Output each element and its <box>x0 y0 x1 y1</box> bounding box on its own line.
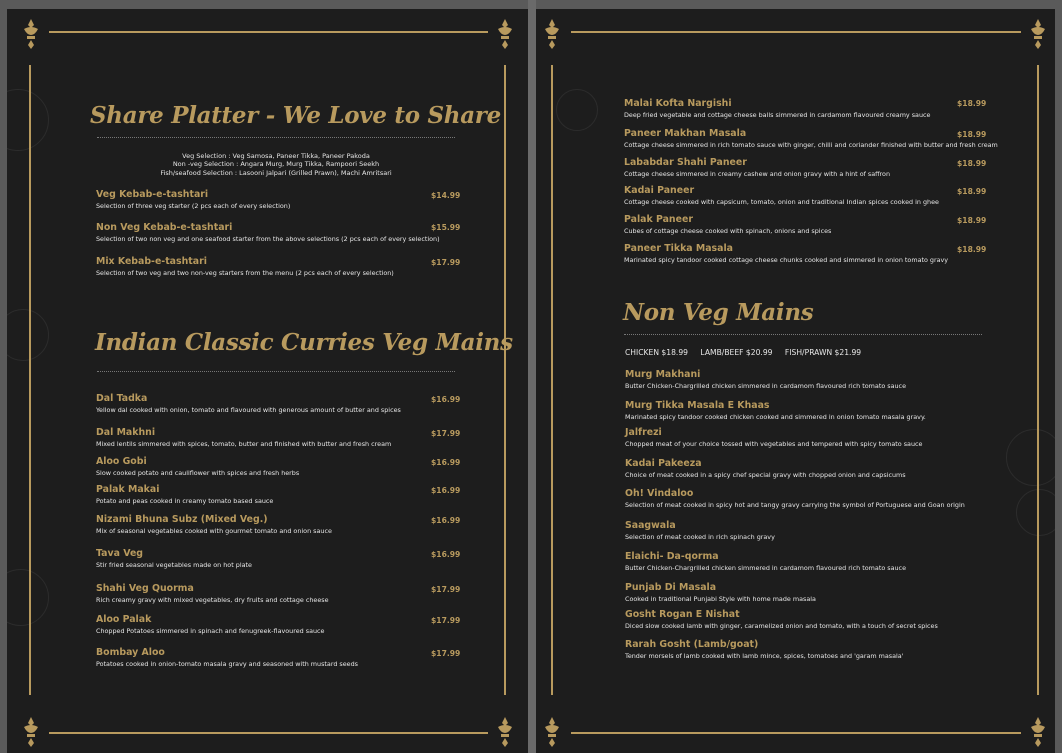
item-desc: Potatoes cooked in onion-tomato masala gravy and seasoned with mustard seeds <box>96 660 358 668</box>
item-price: $15.99 <box>431 223 461 232</box>
menu-item <box>96 583 329 604</box>
menu-item <box>96 189 290 210</box>
frame-line-right <box>504 65 506 695</box>
frame-line-top <box>49 31 488 33</box>
item-name: Rarah Gosht (Lamb/goat) <box>625 639 759 650</box>
item-desc: Rich creamy gravy with mixed vegetables, dry fruits and cottage cheese <box>96 596 329 604</box>
menu-item <box>625 609 938 630</box>
item-name: Palak Paneer <box>624 214 693 225</box>
menu-item <box>96 456 299 477</box>
menu-item <box>625 458 906 479</box>
item-name: Tava Veg <box>96 548 144 559</box>
menu-item <box>624 128 998 149</box>
item-desc: Choice of meat cooked in a spicy chef special gravy with chopped onion and capsicums <box>625 471 906 479</box>
item-name: Saagwala <box>625 520 676 531</box>
item-name: Dal Makhni <box>96 427 156 438</box>
frame-line-right <box>1037 65 1039 695</box>
fleur-ornament-icon <box>496 19 514 49</box>
item-desc: Mix of seasonal vegetables cooked with gourmet tomato and onion sauce <box>96 527 332 535</box>
item-name: Murg Tikka Masala E Khaas <box>625 400 770 411</box>
item-desc: Selection of two veg and two non-veg starters from the menu (2 pcs each of every selection) <box>96 269 394 277</box>
item-desc: Cottage cheese cooked with capsicum, tomato, onion and traditional Indian spices cooked in ghee <box>624 198 939 206</box>
item-price: $18.99 <box>957 245 987 254</box>
item-price: $17.99 <box>431 258 461 267</box>
section-title-veg-mains: Indian Classic Curries Veg Mains <box>95 329 513 356</box>
menu-item <box>625 551 906 572</box>
item-desc: Selection of three veg starter (2 pcs each of every selection) <box>96 202 291 210</box>
item-desc: Chopped meat of your choice tossed with vegetables and tempered with spicy tomato sauce <box>625 440 923 448</box>
item-desc: Butter Chicken-Chargrilled chicken simmered in cardamom flavoured rich tomato sauce <box>625 564 907 572</box>
menu-item <box>624 185 939 206</box>
menu-item <box>96 548 252 569</box>
item-desc: Cottage cheese simmered in creamy cashew and onion gravy with a hint of saffron <box>624 170 890 178</box>
item-desc: Cooked in traditional Punjabi Style with home made masala <box>625 595 816 603</box>
item-name: Lababdar Shahi Paneer <box>624 157 747 168</box>
item-price: $16.99 <box>431 550 461 559</box>
selection-seafood: Fish/seafood Selection : Lasooni Jalpari (Grilled Prawn), Machi Amritsari <box>160 168 392 177</box>
fleur-ornament-icon <box>543 19 561 49</box>
menu-item <box>96 647 358 668</box>
menu-item <box>624 157 890 178</box>
item-name: Kadai Pakeeza <box>625 458 702 469</box>
item-name: Dal Tadka <box>96 393 148 404</box>
item-name: Palak Makai <box>96 484 160 495</box>
background-sketch <box>1016 489 1055 536</box>
item-price: $18.99 <box>957 99 987 108</box>
title-divider <box>624 334 982 335</box>
fleur-ornament-icon <box>496 717 514 747</box>
background-sketch <box>7 309 49 361</box>
fleur-ornament-icon <box>1029 19 1047 49</box>
item-price: $18.99 <box>957 216 987 225</box>
item-price: $16.99 <box>431 395 461 404</box>
item-desc: Marinated spicy tandoor cooked chicken cooked and simmered in onion tomato masala gravy. <box>625 413 926 421</box>
menu-item <box>625 369 906 390</box>
meat-price-bar <box>625 348 871 357</box>
item-name: Elaichi- Da-qorma <box>625 551 719 562</box>
menu-item <box>625 582 816 603</box>
frame-line-top <box>571 31 1021 33</box>
item-desc: Potato and peas cooked in creamy tomato based sauce <box>96 497 274 505</box>
item-name: Gosht Rogan E Nishat <box>625 609 740 620</box>
item-name: Punjab Di Masala <box>625 582 717 593</box>
item-price: $18.99 <box>957 159 987 168</box>
item-name: Nizami Bhuna Subz (Mixed Veg.) <box>96 514 268 525</box>
fleur-ornament-icon <box>22 717 40 747</box>
menu-item <box>96 393 401 414</box>
fleur-ornament-icon <box>22 19 40 49</box>
item-price: $16.99 <box>431 458 461 467</box>
title-divider <box>97 371 455 372</box>
menu-item <box>96 222 440 243</box>
item-desc: Cubes of cottage cheese cooked with spinach, onions and spices <box>624 227 832 235</box>
item-desc: Diced slow cooked lamb with ginger, caramelized onion and tomato, with a touch of secret spices <box>625 622 938 630</box>
fleur-ornament-icon <box>1029 717 1047 747</box>
item-desc: Selection of two non veg and one seafood starter from the above selections (2 pcs each of every selection) <box>96 235 440 243</box>
item-name: Kadai Paneer <box>624 185 695 196</box>
item-desc: Marinated spicy tandoor cooked cottage cheese chunks cooked and simmered in onion tomato gravy <box>624 256 949 264</box>
item-desc: Tender morsels of lamb cooked with lamb mince, spices, tomatoes and 'garam masala' <box>625 652 904 660</box>
item-desc: Butter Chicken-Chargrilled chicken simmered in cardamom flavoured rich tomato sauce <box>625 382 907 390</box>
item-price: $16.99 <box>431 486 461 495</box>
item-price: $17.99 <box>431 649 461 658</box>
menu-item <box>96 256 394 277</box>
title-divider <box>97 137 455 138</box>
menu-item <box>625 427 922 448</box>
item-name: Bombay Aloo <box>96 647 165 658</box>
section-title-share-platter: Share Platter - We Love to Share <box>90 102 501 129</box>
frame-line-bottom <box>49 732 488 734</box>
background-sketch <box>7 89 49 151</box>
menu-item <box>96 484 273 505</box>
item-desc: Chopped Potatoes simmered in spinach and fenugreek-flavoured sauce <box>96 627 325 635</box>
item-price: $17.99 <box>431 585 461 594</box>
platter-selections <box>97 152 455 177</box>
background-sketch <box>556 89 598 131</box>
item-price: $14.99 <box>431 191 461 200</box>
item-desc: Cottage cheese simmered in rich tomato sauce with ginger, chilli and coriander finished with butter and fresh cream <box>624 141 998 149</box>
menu-item <box>96 614 324 635</box>
menu-item <box>624 214 831 235</box>
menu-item <box>624 98 930 119</box>
menu-page-left <box>7 9 528 753</box>
menu-page-right <box>536 9 1055 753</box>
item-price: $17.99 <box>431 429 461 438</box>
price-fish-prawn: FISH/PRAWN $21.99 <box>784 348 862 357</box>
item-price: $16.99 <box>431 516 461 525</box>
item-price: $18.99 <box>957 130 987 139</box>
item-desc: Stir fried seasonal vegetables made on hot plate <box>96 561 252 569</box>
item-name: Paneer Makhan Masala <box>624 128 747 139</box>
item-price: $17.99 <box>431 616 461 625</box>
item-desc: Mixed lentils simmered with spices, tomato, butter and finished with butter and fresh cream <box>96 440 392 448</box>
price-chicken: CHICKEN $18.99 <box>625 348 688 357</box>
selection-veg: Veg Selection : Veg Samosa, Paneer Tikka, Paneer Pakoda <box>182 152 370 160</box>
item-name: Non Veg Kebab-e-tashtari <box>96 222 233 233</box>
item-name: Aloo Gobi <box>96 456 147 467</box>
item-price: $18.99 <box>957 187 987 196</box>
menu-item <box>624 243 948 264</box>
item-desc: Selection of meat cooked in spicy hot and tangy gravy carrying the symbol of Portuguese and Goan origin <box>625 501 965 509</box>
menu-item <box>625 639 903 660</box>
section-title-nonveg-mains: Non Veg Mains <box>623 299 814 326</box>
item-desc: Yellow dal cooked with onion, tomato and flavoured with generous amount of butter and spices <box>96 406 401 414</box>
item-name: Veg Kebab-e-tashtari <box>96 189 209 200</box>
item-name: Jalfrezi <box>625 427 662 438</box>
item-desc: Deep fried vegetable and cottage cheese balls simmered in cardamom flavoured creamy sauce <box>624 111 931 119</box>
menu-item <box>625 520 775 541</box>
price-lamb-beef: LAMB/BEEF $20.99 <box>700 348 773 357</box>
menu-item <box>96 514 332 535</box>
menu-item <box>625 400 926 421</box>
selection-nonveg: Non -veg Selection : Angara Murg, Murg Tikka, Rampoori Seekh <box>172 160 380 169</box>
menu-item <box>96 427 391 448</box>
item-name: Malai Kofta Nargishi <box>624 98 732 109</box>
background-sketch <box>1006 429 1055 486</box>
menu-item <box>625 488 965 509</box>
frame-line-bottom <box>571 732 1021 734</box>
item-desc: Slow cooked potato and cauliflower with spices and fresh herbs <box>96 469 300 477</box>
item-name: Murg Makhani <box>625 369 701 380</box>
background-sketch <box>7 569 49 626</box>
item-desc: Selection of meat cooked in rich spinach gravy <box>625 533 775 541</box>
item-name: Oh! Vindaloo <box>625 488 694 499</box>
item-name: Mix Kebab-e-tashtari <box>96 256 207 267</box>
frame-line-left <box>29 65 31 695</box>
item-name: Paneer Tikka Masala <box>624 243 733 254</box>
item-name: Aloo Palak <box>96 614 152 625</box>
item-name: Shahi Veg Quorma <box>96 583 194 594</box>
page-gutter <box>528 0 536 753</box>
frame-line-left <box>551 65 553 695</box>
fleur-ornament-icon <box>543 717 561 747</box>
